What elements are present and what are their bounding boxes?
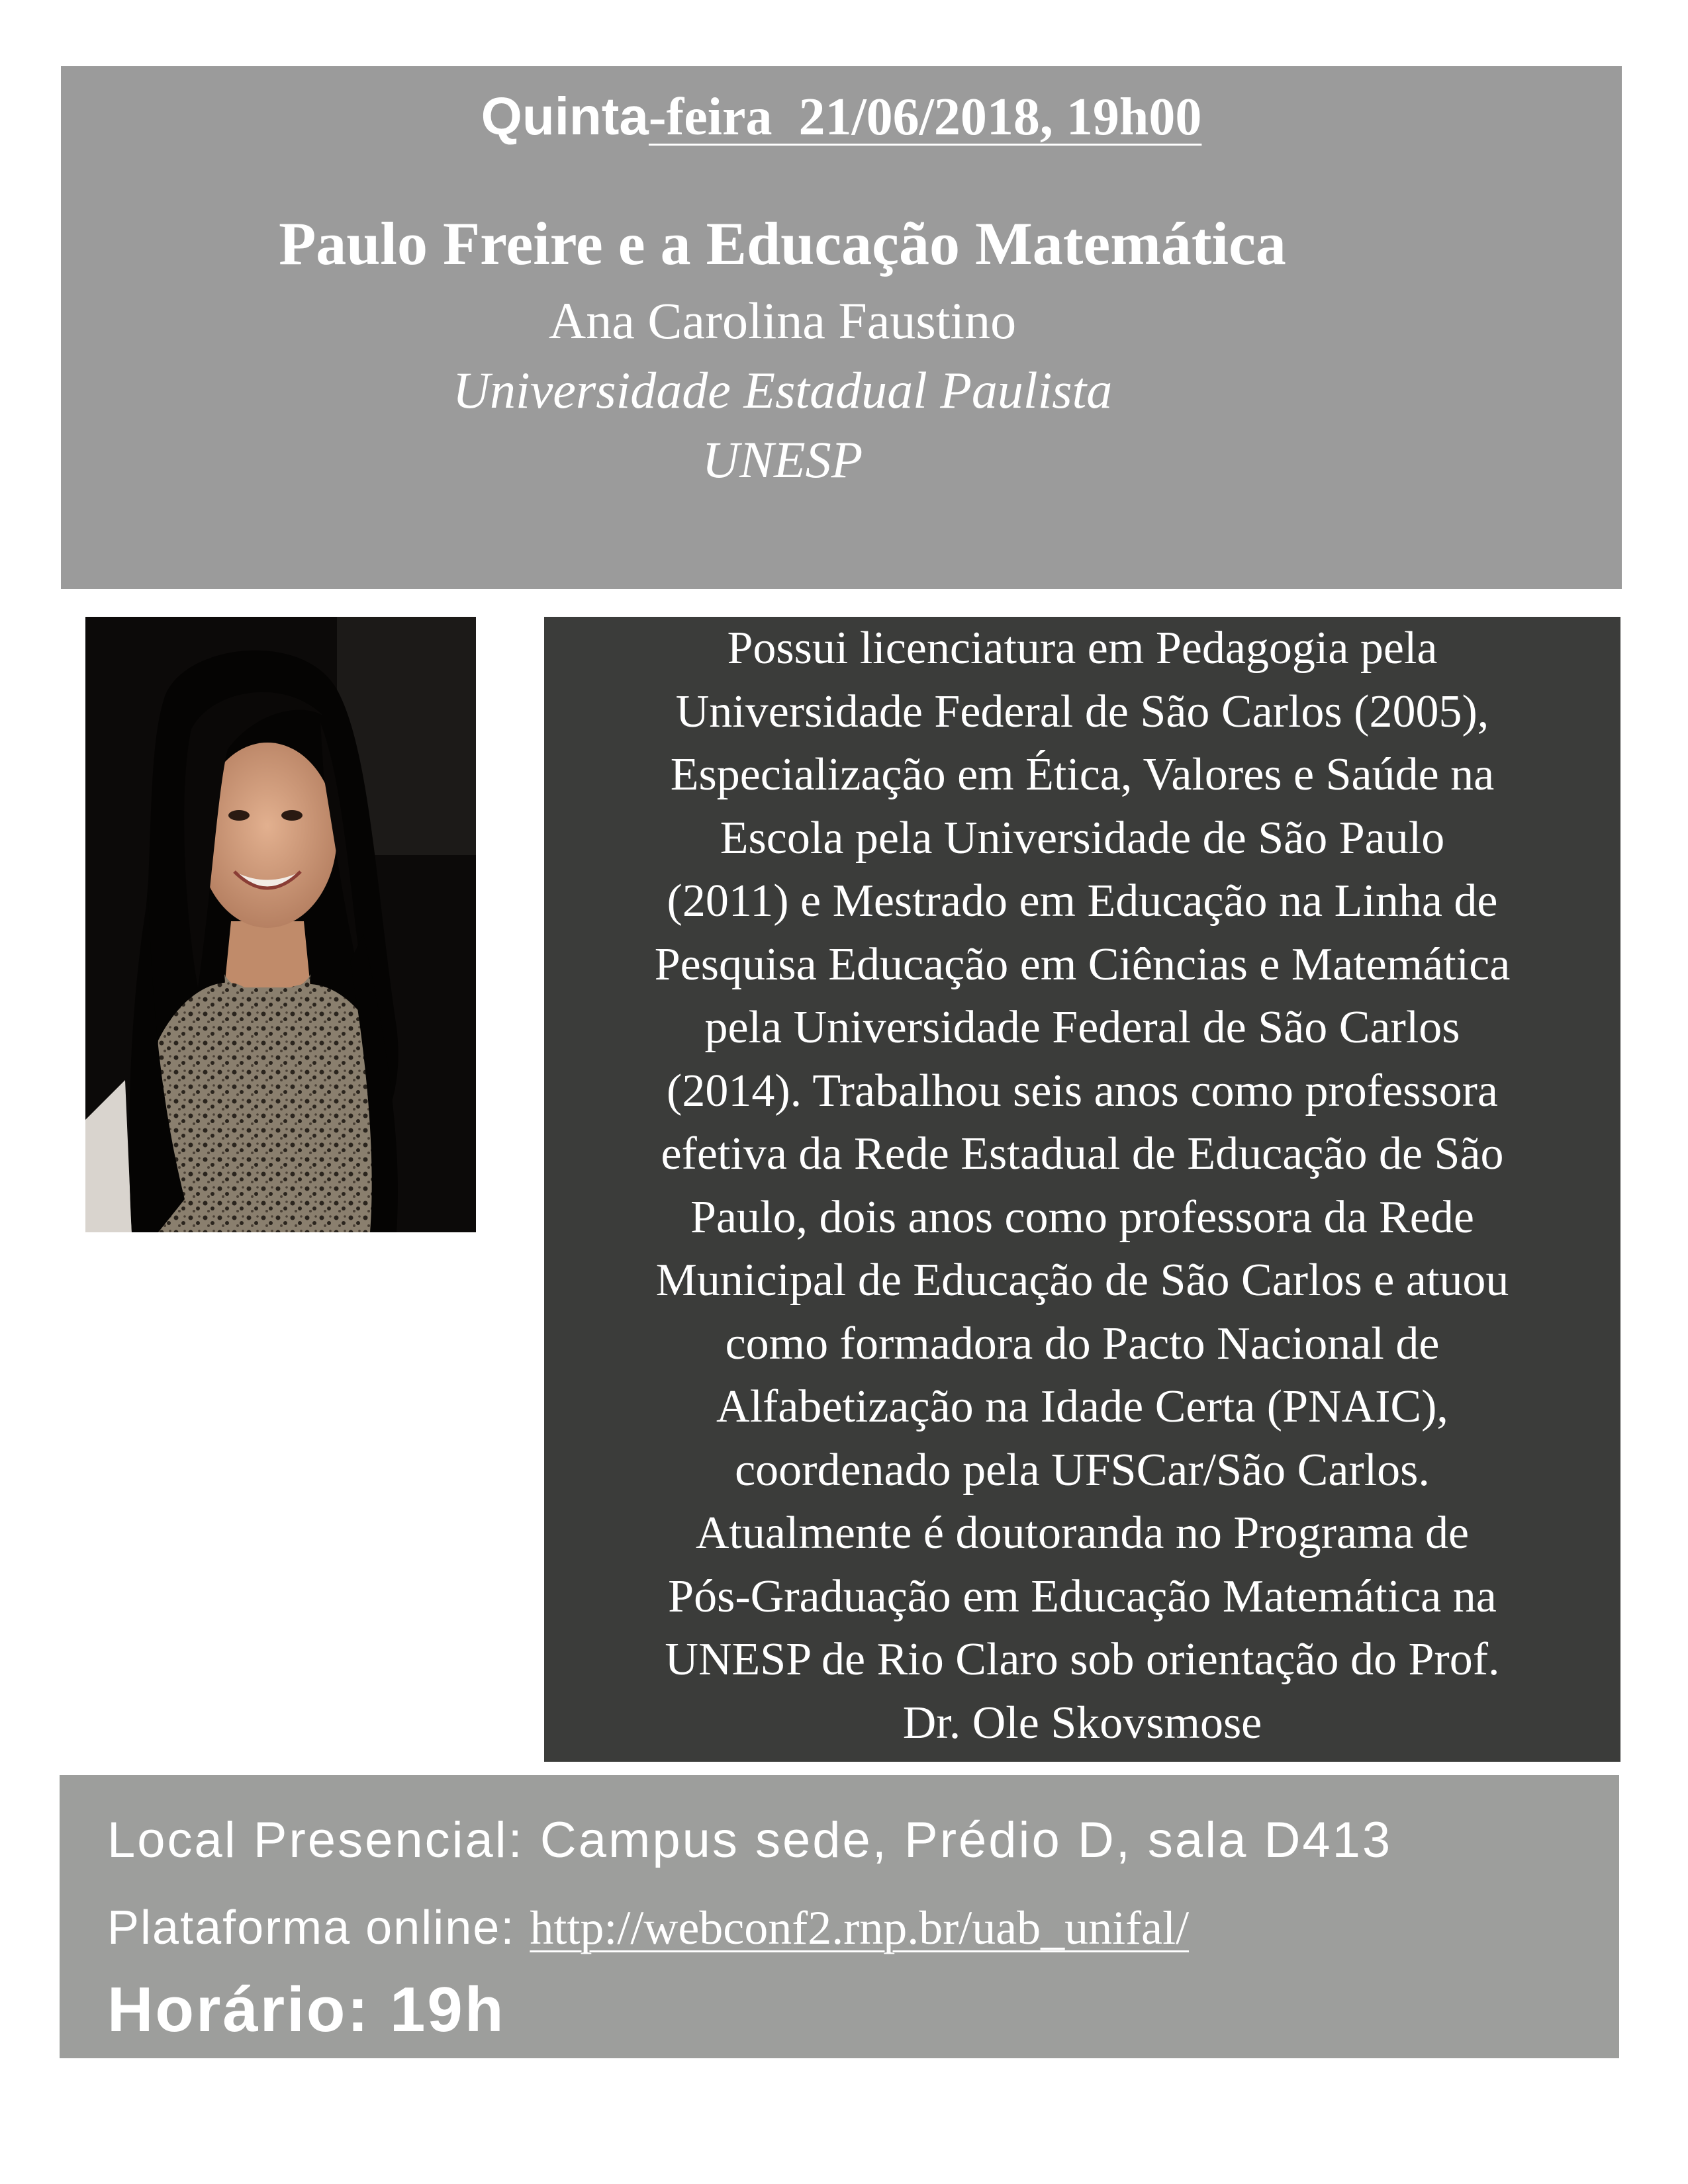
speaker-university-abbrev: UNESP	[702, 431, 863, 488]
speaker-university: Universidade Estadual Paulista	[452, 361, 1113, 419]
bio-line: Universidade Federal de São Carlos (2005),	[675, 686, 1489, 737]
speaker-name: Ana Carolina Faustino	[548, 292, 1017, 349]
bio-line: UNESP de Rio Claro sob orientação do Prof.	[665, 1634, 1500, 1685]
bio-line: como formadora do Pacto Nacional de	[725, 1318, 1440, 1369]
bio-line: Pesquisa Educação em Ciências e Matemática	[654, 938, 1511, 990]
event-date	[61, 86, 1622, 148]
date-rest: -feira 21/06/2018, 19h00	[648, 88, 1202, 146]
online-platform	[107, 1901, 1189, 1956]
event-header	[61, 66, 1622, 589]
bio-line: (2014). Trabalhou seis anos como professora	[667, 1065, 1498, 1116]
date-prefix: Quinta	[481, 87, 649, 146]
event-time: Horário: 19h	[107, 1974, 506, 2045]
platform-link[interactable]: http://webconf2.rnp.br/uab_unifal/	[530, 1901, 1190, 1954]
bio-line: coordenado pela UFSCar/São Carlos.	[735, 1444, 1430, 1496]
speaker-bio-panel	[544, 617, 1620, 1762]
bio-line: Escola pela Universidade de São Paulo	[720, 812, 1445, 864]
venue-location: Local Presencial: Campus sede, Prédio D, sala D413	[107, 1812, 1393, 1868]
portrait-image	[85, 617, 476, 1232]
speaker-bio	[564, 617, 1601, 1754]
event-title: Paulo Freire e a Educação Matemática	[279, 210, 1286, 277]
bio-line: Paulo, dois anos como professora da Rede	[690, 1191, 1474, 1243]
bio-line: Alfabetização na Idade Certa (PNAIC),	[716, 1381, 1448, 1432]
bio-line: Pós-Graduação em Educação Matemática na	[668, 1570, 1497, 1622]
bio-line: efetiva da Rede Estadual de Educação de São	[661, 1128, 1504, 1179]
bio-line: Especialização em Ética, Valores e Saúde na	[670, 749, 1495, 800]
bio-line: pela Universidade Federal de São Carlos	[704, 1002, 1460, 1053]
platform-label: Plataforma online:	[107, 1901, 530, 1954]
speaker-photo	[85, 617, 476, 1232]
bio-line: Possui licenciatura em Pedagogia pela	[727, 623, 1438, 674]
bio-line: Atualmente é doutoranda no Programa de	[695, 1508, 1470, 1559]
event-footer	[60, 1775, 1619, 2058]
bio-line: Municipal de Educação de São Carlos e atuou	[655, 1255, 1509, 1306]
bio-line: Dr. Ole Skovsmose	[902, 1697, 1262, 1749]
bio-line: (2011) e Mestrado em Educação na Linha de	[667, 876, 1498, 927]
